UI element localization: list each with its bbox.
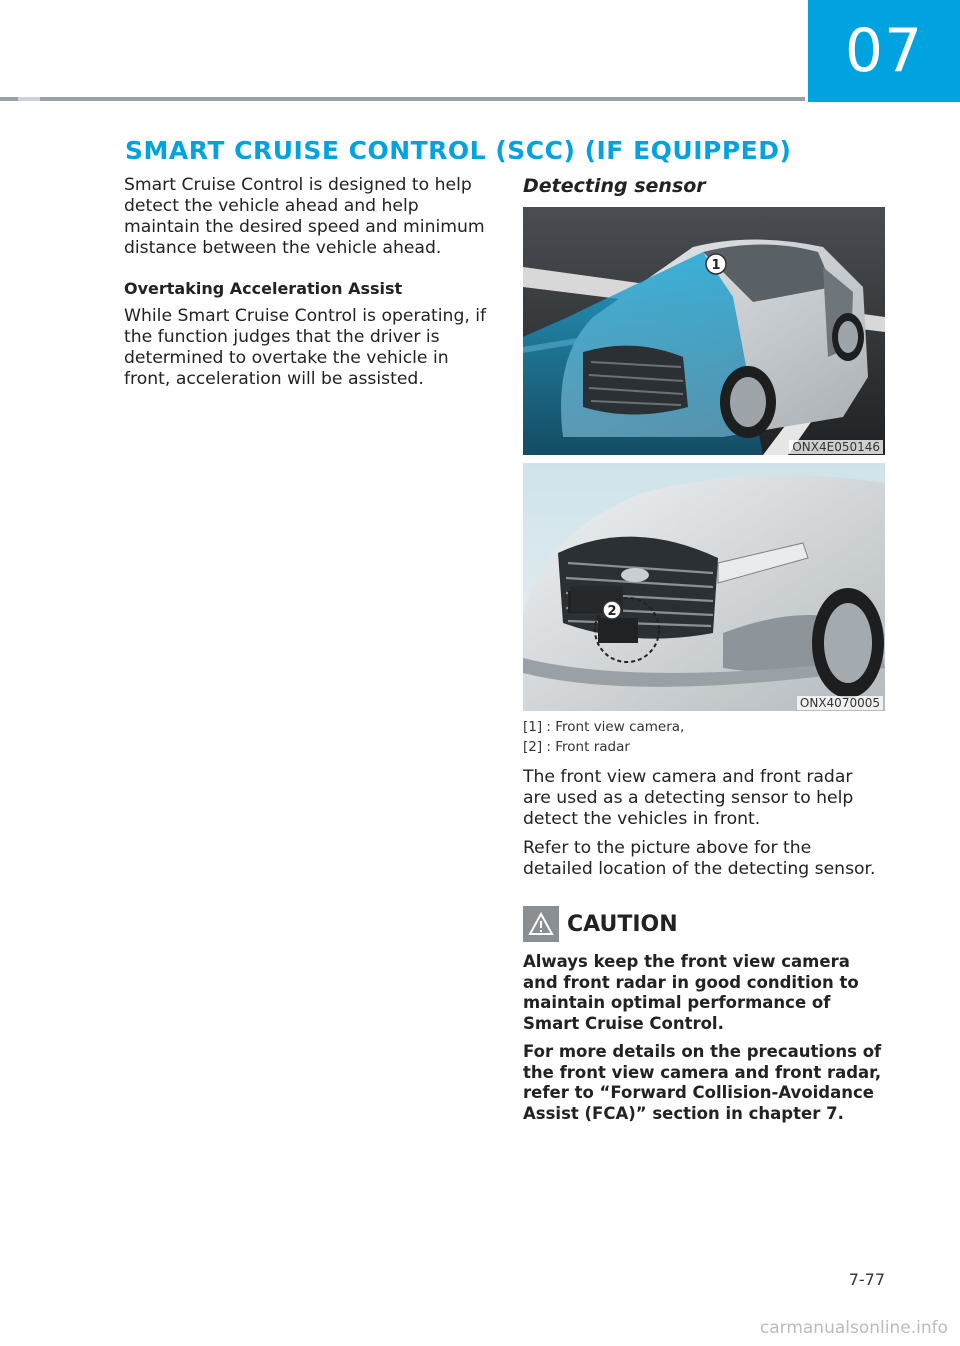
caption-camera: [1] : Front view camera, bbox=[523, 719, 685, 735]
caution-header bbox=[523, 906, 885, 942]
caution-title: CAUTION bbox=[567, 911, 678, 937]
figure-front-camera bbox=[523, 207, 885, 455]
watermark: carmanualsonline.info bbox=[759, 1318, 948, 1338]
camera-marker: 1 bbox=[711, 258, 721, 273]
car-radar-illustration bbox=[523, 463, 885, 711]
caution-text-1: Always keep the front view camera and front radar in good condition to maintain optimal performance of Smart Cruise Control. bbox=[523, 952, 859, 1033]
header-rule bbox=[0, 97, 805, 101]
warning-triangle-icon bbox=[523, 906, 559, 942]
figure-captions bbox=[523, 717, 885, 757]
detecting-sensor-heading: Detecting sensor bbox=[523, 175, 706, 197]
caution-text-2: For more details on the precautions of the front view camera and front radar, refer to “Forward Collision-Avoidance Assist (FCA)” section in chapter 7. bbox=[523, 1042, 882, 1123]
right-column bbox=[523, 175, 885, 1132]
overtaking-paragraph: While Smart Cruise Control is operating, if the function judges that the driver is determined to overtake the vehicle in front, acceleration will be assisted. bbox=[124, 306, 487, 389]
car-camera-illustration bbox=[523, 207, 885, 455]
page-number: 7-77 bbox=[848, 1270, 885, 1289]
figure-front-radar bbox=[523, 463, 885, 711]
header-rule-accent bbox=[18, 97, 40, 101]
sensor-paragraph-2: Refer to the picture above for the detailed location of the detecting sensor. bbox=[523, 838, 876, 879]
left-column bbox=[124, 175, 496, 390]
figure1-code: ONX4E050146 bbox=[789, 440, 883, 454]
intro-paragraph: Smart Cruise Control is designed to help detect the vehicle ahead and help maintain the desired speed and minimum distance between the vehicle ahead. bbox=[124, 175, 485, 258]
caption-radar: [2] : Front radar bbox=[523, 739, 630, 755]
radar-marker: 2 bbox=[607, 604, 617, 619]
overtaking-subheading: Overtaking Acceleration Assist bbox=[124, 279, 403, 298]
figure2-code: ONX4070005 bbox=[797, 696, 883, 710]
section-title: SMART CRUISE CONTROL (SCC) (IF EQUIPPED) bbox=[125, 136, 792, 165]
chapter-tab: 07 bbox=[808, 0, 960, 102]
sensor-paragraph-1: The front view camera and front radar are used as a detecting sensor to help detect the vehicles in front. bbox=[523, 767, 854, 829]
